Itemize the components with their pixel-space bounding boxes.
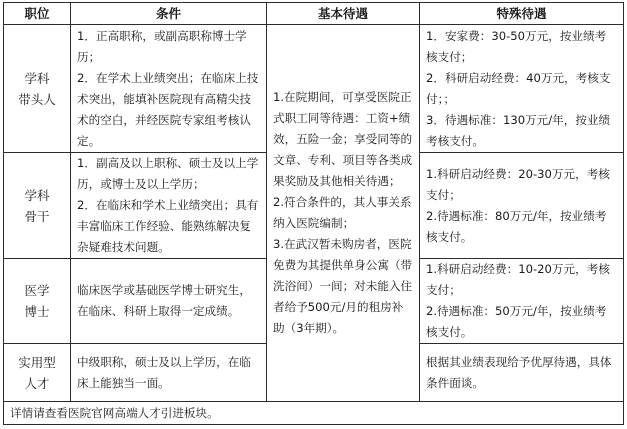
- special-item: 2．科研启动经费：40万元，考核支付；；: [426, 70, 611, 106]
- footer-note: 详情请查看医院官网高端人才引进板块。: [4, 402, 624, 425]
- condition-item: 临床医学或基础医学博士研究生，在临床、科研上取得一定成绩。: [77, 283, 251, 318]
- position-line: 带头人: [18, 91, 56, 107]
- condition-item: 1．副高及以上职称、硕士及以上学历，或博士及以上学历；: [77, 156, 259, 191]
- position-line: 学科: [24, 70, 50, 86]
- basic-treatment-item: 2.符合条件的，其人事关系纳入医院编制；: [273, 195, 412, 230]
- position-line: 博士: [24, 304, 50, 319]
- condition-item: 中级职称，硕士及以上学历，在临床上能独当一面。: [77, 354, 251, 390]
- header-position: 职位: [4, 3, 71, 25]
- special-item: 1.科研启动经费：20-30万元，考核支付；: [426, 166, 610, 202]
- header-special-treatment: 特殊待遇: [420, 3, 624, 25]
- footer-row: [4, 402, 624, 425]
- special-item: 2.待遇标准：80万元/年，按业绩考核支付。: [426, 208, 607, 244]
- position-cell: [4, 344, 71, 402]
- basic-treatment-cell: [267, 25, 420, 402]
- conditions-cell: [71, 25, 267, 153]
- conditions-cell: [71, 153, 267, 259]
- conditions-cell: [71, 259, 267, 344]
- position-line: 骨干: [24, 208, 50, 224]
- position-line: 人才: [24, 375, 50, 391]
- special-treatment-cell: [420, 259, 624, 344]
- condition-item: 2．在学术上业绩突出；在临床上技术突出，能填补医院现有高精尖技术的空白，并经医院专家组考核认定。: [77, 70, 259, 148]
- special-treatment-cell: [420, 344, 624, 402]
- special-item: 1．安家费：30-50万元，按业绩考核支付；: [426, 28, 607, 64]
- special-item: 3．待遇标准：130万元/年，按业绩考核支付。: [426, 112, 611, 148]
- table-header-row: [4, 3, 624, 25]
- special-item: 根据其业绩表现给予优厚待遇，具体条件面谈。: [426, 354, 612, 390]
- condition-item: 1．正高职称，或副高职称博士学历；: [77, 28, 247, 64]
- conditions-cell: [71, 344, 267, 402]
- position-line: 实用型: [18, 354, 56, 370]
- header-conditions: 条件: [71, 3, 267, 25]
- condition-item: 2．在临床和学术上业绩突出；具有丰富临床工作经验、能熟练解决复杂疑难技术问题。: [77, 198, 259, 254]
- position-cell: [4, 259, 71, 344]
- special-item: 1.科研启动经费：10-20万元，考核支付；: [426, 262, 610, 297]
- special-treatment-cell: [420, 25, 624, 153]
- position-line: 学科: [24, 187, 50, 203]
- position-line: 医学: [24, 283, 50, 298]
- special-item: 2.待遇标准：50万元/年，按业绩考核支付。: [426, 304, 607, 339]
- basic-treatment-item: 1.在院期间，可享受医院正式职工同等待遇：工资+绩效，五险一金；享受同等的文章、专利、项目等各类成果奖励及其他相关待遇；: [273, 90, 413, 188]
- header-basic-treatment: 基本待遇: [267, 3, 420, 25]
- basic-treatment-item: 3.在武汉暂未购房者，医院免费为其提供单身公寓（带洗浴间）一间；对未能入住者给予500元/月的租房补助（3年期）。: [273, 237, 413, 335]
- special-treatment-cell: [420, 153, 624, 259]
- position-cell: [4, 153, 71, 259]
- position-cell: [4, 25, 71, 153]
- table-row: [4, 25, 624, 153]
- talent-treatment-table: [3, 2, 624, 425]
